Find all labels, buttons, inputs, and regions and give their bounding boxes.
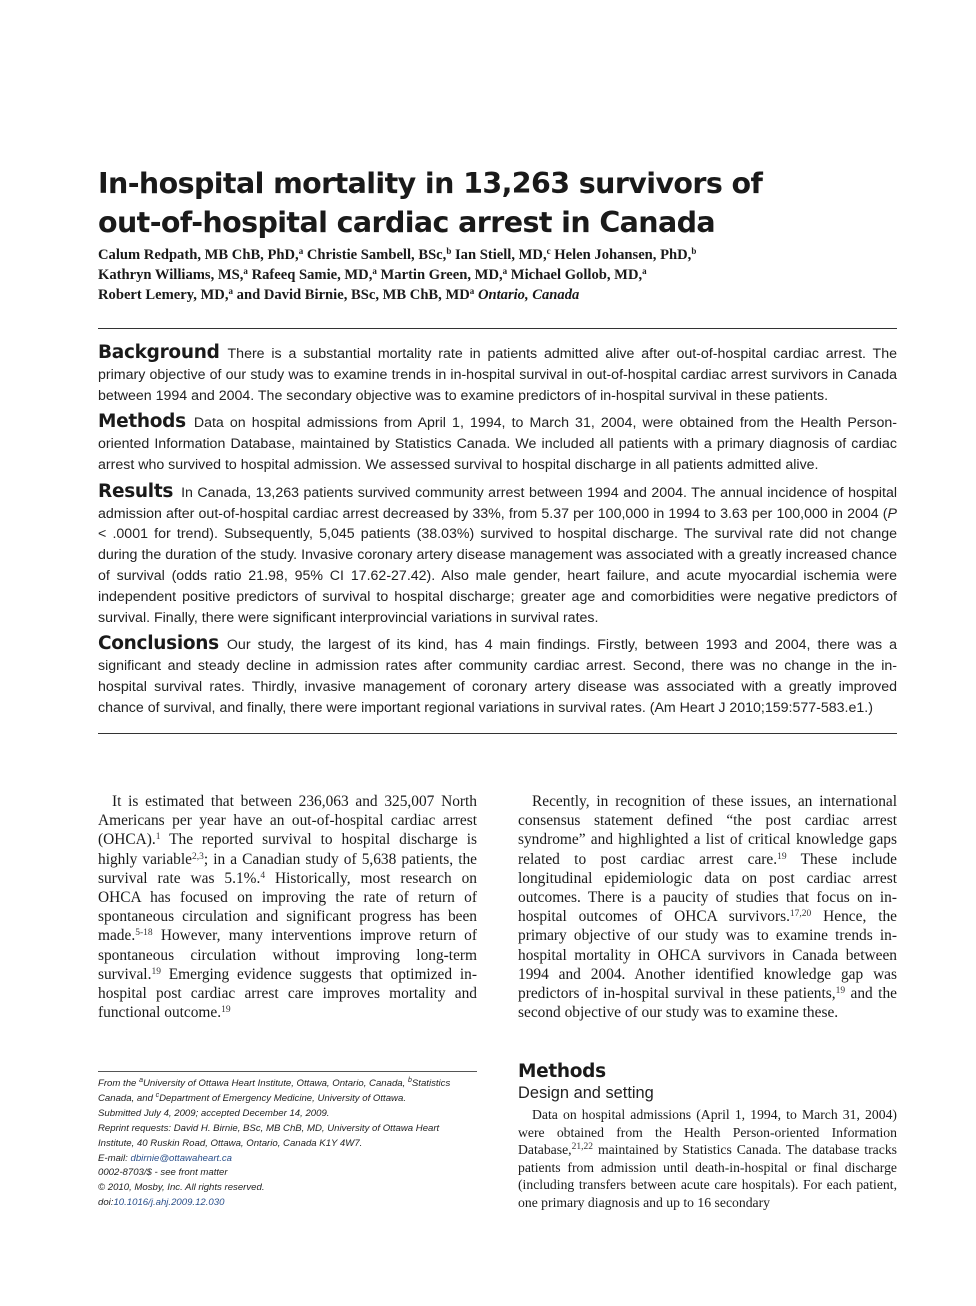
affiliation-mark: c [155,1091,160,1099]
body-text: Emerging evidence suggests that optimized in-hospital post cardiac arrest care improves mortality and functional outcome. [98,965,477,1022]
abstract-heading: Background [98,342,220,363]
author-name: Calum Redpath, MB ChB, PhD, [98,247,299,263]
author-name: Robert Lemery, MD, [98,287,229,303]
author-name: Rafeeq Samie, MD, [251,267,373,283]
author-name: Kathryn Williams, MS, [98,267,244,283]
body-text: and the second objective of our study was to examine these. [518,985,897,1022]
abstract-conclusions [98,634,897,718]
methods-text [518,1106,897,1212]
citation-link[interactable]: 19 [777,851,787,862]
abstract-heading: Conclusions [98,633,219,655]
footnote-rule [98,1071,477,1072]
body-text: The reported survival to hospital discharge is highly variable [98,831,477,868]
reprint-requests: Reprint requests: David H. Birnie, BSc, MB ChB, MD, University of Ottawa Heart Institute, 40 Ruskin Road, Ottawa, Ontario, Canada K1Y 4W7. [98,1122,440,1149]
abstract-text: < .0001 for trend). Subsequently, 5,045 patients (38.03%) survived to hospital discharge. The survival rate did not change during the duration of the study. Invasive coronary artery disease management was associated with a greatly increased chance of survival (odds ratio 21.98, 95% CI 17.62-27.42). Also male gender, heart failure, and acute myocardial ischemia were independent positive predictors of survival to hospital discharge; greater age and comorbidities were negative predictors of survival. Finally, there were significant interprovincial variations in survival rates. [98,526,897,626]
footnote-text: From the [98,1078,140,1089]
abstract-text: Our study, the largest of its kind, has 4 main findings. Firstly, between 1993 and 2004, there was a significant and steady decline in admission rates after community cardiac arrest. Second, there was no change in the in-hospital survival rates. Thirdly, invasive management of coronary artery disease was associated with a greatly improved chance of survival, and finally, there were important regional variations in survival rates. (Am Heart J 2010;159:577-583.e1.) [98,637,897,716]
affiliation-mark: a [139,1077,143,1084]
citation-link[interactable]: 4 [260,870,266,881]
author-name: Michael Gollob, MD, [510,267,643,283]
affiliation-mark: a [243,266,248,276]
abstract-bottom-rule [98,733,897,734]
title-line-2: out-of-hospital cardiac arrest in Canada [98,206,716,239]
body-text: maintained by Statistics Canada. The database tracks patients from admission until death-in-hospital or final discharge (including transfers between acute care hospitals). For each patient, one primary diagnosis and up to 16 secondary [518,1142,897,1210]
affiliation-mark: a [372,266,377,276]
body-text: It is estimated that between 236,063 and 325,007 North Americans per year have an out-of-hospital cardiac arrest (OHCA). [98,793,477,849]
abstract-text: There is a substantial mortality rate in patients admitted alive after out-of-hospital cardiac arrest. The primary objective of our study was to examine trends in in-hospital survival in out-of-hospital cardiac arrest survivors in Canada between 1994 and 2004. The secondary objective was to examine predictors of in-hospital survival in these patients. [98,346,897,404]
affiliation-mark: a [298,246,304,256]
abstract [98,343,897,725]
abstract-heading: Results [98,480,174,502]
footnotes [98,1077,477,1211]
body-text: Historically, most research on OHCA has focused on improving the rate of return of spontaneous circulation and significant progress has been made. [98,869,477,945]
citation-link[interactable]: 19 [835,986,846,997]
abstract-methods [98,412,897,475]
affiliation-mark: b [407,1077,412,1084]
intro-paragraph [98,792,477,1022]
affiliation-mark: a [642,266,647,276]
author-name: Martin Green, MD, [380,267,503,283]
citation-link[interactable]: 2,3 [191,851,204,862]
abstract-top-rule [98,328,897,329]
affiliation-mark: c [546,246,551,256]
affiliations-note [98,1077,477,1107]
author-location: Ontario, Canada [477,287,580,303]
p-value-symbol: P [887,505,897,522]
email-note [98,1152,477,1167]
affiliation-mark: b [691,246,697,256]
footnote-text: Statistics Canada, and [98,1078,451,1104]
email-link[interactable]: dbirnie@ottawaheart.ca [130,1152,232,1164]
copyright-note: © 2010, Mosby, Inc. All rights reserved. [98,1182,265,1194]
affiliation-mark: b [446,246,452,256]
intro-paragraph [518,792,897,1022]
footnote-text: Department of Emergency Medicine, University of Ottawa. [159,1092,406,1104]
intro-right-column [518,792,897,1022]
footnote-text: E-mail: [98,1152,131,1164]
subsection-heading: Design and setting [518,1084,654,1102]
body-text: However, many interventions improve return of spontaneous circulation without improving long-term survival. [98,927,477,983]
affiliation-mark: a [469,286,475,296]
body-text: Hence, the primary objective of our study was to examine trends in-hospital mortality in OHCA survivors in Canada between 1994 and 2004. Another identified knowledge gap was predictors of in-hospital survival in these patients, [518,908,897,1003]
citation-link[interactable]: 5-18 [135,928,153,939]
abstract-text: In Canada, 13,263 patients survived community arrest between 1994 and 2004. The annual incidence of hospital admission after out-of-hospital cardiac arrest decreased by 33%, from 5.37 per 100,000 in 1994 to 3.63 per 100,000 in 2004 ( [98,484,897,522]
abstract-results [98,482,897,629]
title-line-1: In-hospital mortality in 13,263 survivors of [98,167,763,200]
author-name: Christie Sambell, BSc, [306,247,447,263]
affiliation-mark: a [502,266,508,276]
abstract-text: Data on hospital admissions from April 1, 1994, to March 31, 2004, were obtained from the Health Person-oriented Information Database, maintained by Statistics Canada. We included all patients with a primary diagnosis of cardiac arrest who survived to hospital admission. We assessed survival to hospital discharge in all patients admitted alive. [98,415,897,473]
doi-note [98,1196,477,1211]
doi-link[interactable]: 10.1016/j.ahj.2009.12.030 [113,1197,225,1209]
citation-link[interactable]: 17,20 [789,909,812,920]
abstract-heading: Methods [98,411,186,433]
body-text: ; in a Canadian study of 5,638 patients, the survival rate was 5.1%. [98,850,477,887]
author-line-3 [98,285,898,305]
citation-link[interactable]: 21,22 [571,1142,593,1153]
author-name: Ian Stiell, MD, [454,247,547,263]
citation-link[interactable]: 19 [151,966,161,977]
intro-left-column [98,792,477,1022]
author-name: Helen Johansen, PhD, [554,247,692,263]
author-name: and David Birnie, BSc, MB ChB, MD [236,287,470,303]
abstract-background [98,343,897,406]
author-line-2 [98,265,898,285]
affiliation-mark: a [228,286,233,296]
body-text: Data on hospital admissions (April 1, 1994, to March 31, 2004) were obtained from the Health Person-oriented Information Database, [518,1107,897,1158]
submission-dates: Submitted July 4, 2009; accepted December 14, 2009. [98,1107,330,1119]
footnote-text: doi: [98,1197,114,1209]
article-title [98,164,898,242]
author-list [98,245,898,305]
citation-link[interactable]: 19 [221,1005,231,1016]
section-heading-methods: Methods [518,1061,606,1082]
author-line-1 [98,245,898,265]
body-text: Recently, in recognition of these issues, an international consensus statement defined “the post cardiac arrest syndrome” and highlighted a list of critical knowledge gaps related to post cardiac arrest care. [518,793,897,868]
issn-note: 0002-8703/$ - see front matter [98,1167,228,1179]
citation-link[interactable]: 1 [155,832,161,843]
body-text: These include longitudinal epidemiologic data on post cardiac arrest outcomes. There is a paucity of studies that focus on in-hospital outcomes of OHCA survivors. [518,850,897,926]
footnote-text: University of Ottawa Heart Institute, Ottawa, Ontario, Canada, [142,1078,408,1089]
methods-paragraph [518,1106,897,1212]
